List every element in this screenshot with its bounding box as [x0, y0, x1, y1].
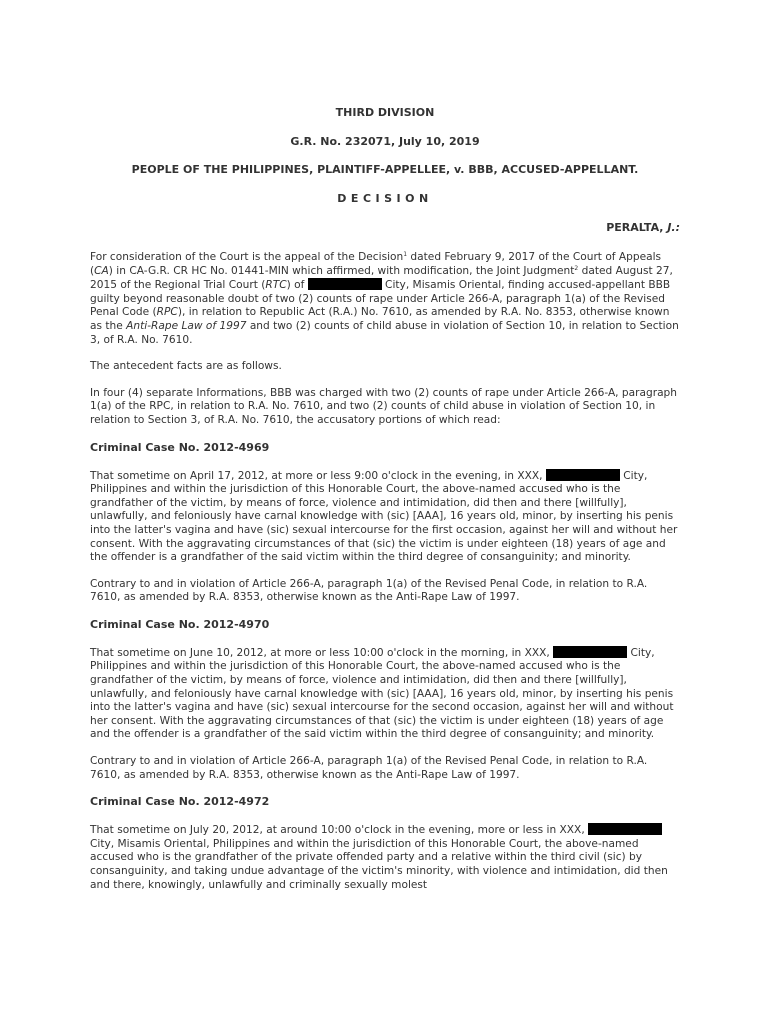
paragraph-informations: In four (4) separate Informations, BBB was charged with two (2) counts of rape under Article 266-A, paragraph 1(a) of the RPC, in relation to R.A. No. 7610, and two (2) counts of child abuse in violation of Section 10, in relation to Section 3, of R.A. No. 7610, the accusatory portions of which read:: [90, 386, 677, 426]
ponente-title: J.:: [667, 221, 680, 234]
case-4970-contrary: Contrary to and in violation of Article 266-A, paragraph 1(a) of the Revised Penal Code, in relation to R.A. 7610, as amended by R.A. 8353, otherwise known as the Anti-Rape Law of 1997.: [90, 755, 648, 781]
paragraph-antecedent: The antecedent facts are as follows.: [90, 360, 282, 373]
case-heading-4969: Criminal Case No. 2012-4969: [90, 440, 270, 454]
case-4970-text: That sometime on June 10, 2012, at more or less 10:00 o'clock in the morning, in XXX, City, Philippines and within the jurisdiction of this Honorable Court, the above-named accused who is the grandfather of the victim, by means of force, violence and intimidation, did then and there [willfully], unlawfully, and feloniously have carnal knowledge with (sic) [AAA], 16 years old, minor, by inserting his penis into the latter's vagina and have (sic) sexual intercourse for the second occasion, against her will and without her consent. With the aggravating circumstances of that (sic) the victim is under eighteen (18) years of age and the offender is a grandfather of the said victim within the third degree of consanguinity; and minority.: [90, 646, 674, 741]
case-4969-text: That sometime on April 17, 2012, at more or less 9:00 o'clock in the evening, in XXX, City, Philippines and within the jurisdiction of this Honorable Court, the above-named accused who is the grandfather of the victim, by means of force, violence and intimidation, did then and there [willfully], unlawfully, and feloniously have carnal knowledge with (sic) [AAA], 16 years old, minor, by inserting his penis into the latter's vagina and have (sic) sexual intercourse for the first occasion, against her will and without her consent. With the aggravating circumstances of that (sic) the victim is under eighteen (18) years of age and the offender is a grandfather of the said victim within the third degree of consanguinity; and minority.: [90, 469, 678, 564]
decision-heading: DECISION: [337, 192, 433, 205]
case-heading-4970: Criminal Case No. 2012-4970: [90, 617, 270, 631]
redaction-block: [308, 278, 382, 290]
ponente-name: PERALTA,: [606, 221, 664, 234]
ponente: [90, 221, 680, 235]
division-heading: THIRD DIVISION: [335, 106, 435, 119]
redaction-block: [553, 646, 627, 658]
footnote-2[interactable]: 2: [574, 264, 579, 272]
decision-page: [90, 106, 680, 905]
case-heading-4972: Criminal Case No. 2012-4972: [90, 795, 270, 809]
parties-heading: PEOPLE OF THE PHILIPPINES, PLAINTIFF-APPELLEE, v. BBB, ACCUSED-APPELLANT.: [131, 163, 639, 176]
redaction-block: [546, 469, 620, 481]
paragraph-intro: For consideration of the Court is the appeal of the Decision$^1$ dated February 9, 2017 of the Court of Appeals (CA) in CA-G.R. CR HC No. 01441-MIN which affirmed, with modification, the Joint Judgment$^2$ dated August 27, 2015 of the Regional Trial Court (RTC) of City, Misamis Oriental, finding accused-appellant BBB guilty beyond reasonable doubt of two (2) counts of rape under Article 266-A, paragraph 1(a) of the Revised Penal Code (RPC), in relation to Republic Act (R.A.) No. 7610, as amended by R.A. No. 8353, otherwise known as the Anti-Rape Law of 1997 and two (2) counts of child abuse in violation of Section 10, in relation to Section 3, of R.A. No. 7610.: [90, 251, 679, 346]
case-number-heading: G.R. No. 232071, July 10, 2019: [290, 135, 480, 148]
redaction-block: [588, 823, 662, 835]
footnote-1[interactable]: 1: [403, 251, 408, 258]
case-4972-text: That sometime on July 20, 2012, at around 10:00 o'clock in the evening, more or less in XXX, City, Misamis Oriental, Philippines and within the jurisdiction of this Honorable Court, the above-named accused who is the grandfather of the private offended party and a relative within the third civil (sic) by consanguinity, and taking undue advantage of the victim's minority, with violence and intimidation, did then and there, knowingly, unlawfully and criminally sexually molest: [90, 824, 668, 891]
case-4969-contrary: Contrary to and in violation of Article 266-A, paragraph 1(a) of the Revised Penal Code, in relation to R.A. 7610, as amended by R.A. 8353, otherwise known as the Anti-Rape Law of 1997.: [90, 577, 648, 604]
